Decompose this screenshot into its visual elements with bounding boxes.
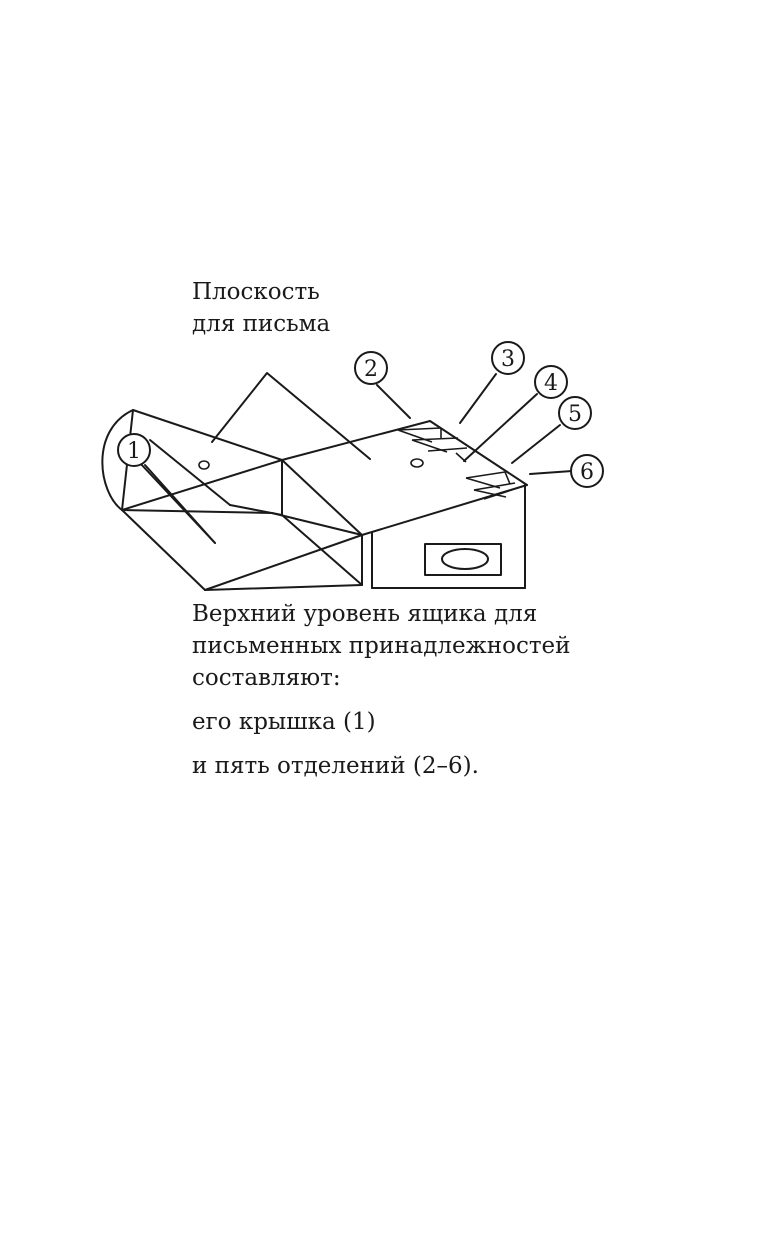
callout-2 (355, 352, 387, 384)
description-line2: письменных принадлежностей (192, 633, 571, 659)
callout-2-label: 2 (364, 357, 378, 382)
description (192, 598, 571, 782)
callout-1-label: 1 (127, 439, 141, 464)
writing-surface-leaders (212, 373, 370, 459)
callout-6 (571, 455, 603, 487)
writing-surface-label-line2: для письма (192, 311, 331, 337)
callout-4 (535, 366, 567, 398)
label-plate (425, 544, 501, 575)
description-item-compartments: и пять отделений (2–6). (192, 753, 479, 779)
description-line3: составляют: (192, 665, 341, 691)
callout-1 (118, 434, 150, 466)
plane-hole (411, 459, 423, 467)
callout-3-label: 3 (501, 347, 515, 372)
callout-5-label: 5 (568, 402, 582, 427)
description-item-lid: его крышка (1) (192, 709, 376, 735)
lid-hole (199, 461, 209, 469)
callout-6-label: 6 (580, 460, 594, 485)
callout-leaders (145, 374, 572, 543)
description-line1: Верхний уровень ящика для (192, 601, 538, 627)
writing-surface-label-line1: Плоскость (192, 279, 320, 305)
compartments (398, 428, 527, 499)
callout-5 (559, 397, 591, 429)
callout-4-label: 4 (544, 371, 558, 396)
callout-3 (492, 342, 524, 374)
